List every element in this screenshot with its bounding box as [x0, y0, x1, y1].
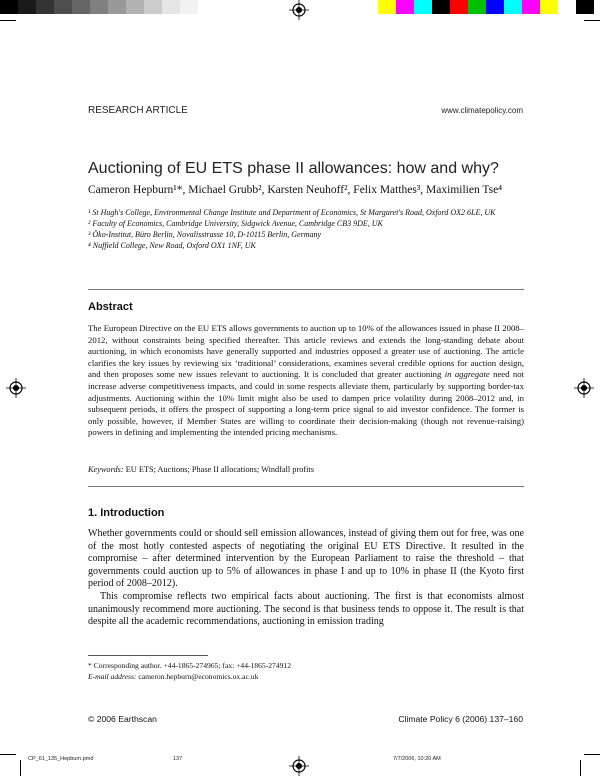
keywords-list: EU ETS; Auctions; Phase II allocations; Windfall profits	[123, 465, 314, 474]
journal-citation: Climate Policy 6 (2006) 137–160	[398, 714, 523, 724]
article-title: Auctioning of EU ETS phase II allowances: how and why?	[88, 160, 499, 177]
author-list: Cameron Hepburn¹*, Michael Grubb², Karsten Neuhoff², Felix Matthes³, Maximilien Tse⁴	[88, 184, 503, 196]
affiliation-3: ³ Öko-Institut, Büro Berlin, Novalisstrasse 10, D-10115 Berlin, Germany	[88, 230, 322, 239]
crop-mark	[580, 760, 581, 776]
color-swatch	[0, 0, 18, 14]
journal-website: www.climatepolicy.com	[441, 106, 523, 115]
color-swatch	[36, 0, 54, 14]
affiliation-2: ² Faculty of Economics, Cambridge University, Sidgwick Avenue, Cambridge CB3 9DE, UK	[88, 219, 383, 228]
color-swatch	[378, 0, 396, 14]
abstract-text-part: The European Directive on the EU ETS allows governments to auction up to 10% of the allowances issued in phase II 2008–2012, without constraints being specified thereafter. This article reviews and extends the long-standing debate about auctioning, in which economists have generally supported and industries opposed a greater use of auctioning. The article clarifies the key issues by reviewing six ‘traditional’ considerations, examines several credible options for auction design, and then proposes some new issues relevant to auctioning. It is concluded that greater auctioning	[88, 323, 524, 380]
crop-mark	[584, 20, 600, 21]
abstract-top-rule	[88, 289, 524, 290]
color-swatch	[396, 0, 414, 14]
color-swatch	[414, 0, 432, 14]
keywords-label: Keywords:	[88, 465, 124, 474]
paragraph: This compromise reflects two empirical facts about auctioning. The first is that economists almost unanimously recommend more auctioning. The second is that business tends to oppose it. The result is that despite all the academic recommendations, auctioning in emission trading	[88, 590, 524, 628]
slug-timestamp: 7/7/2006, 10:20 AM	[393, 756, 441, 762]
email-label: E-mail address:	[88, 672, 137, 681]
color-swatch	[450, 0, 468, 14]
registration-mark-top-icon	[289, 0, 309, 20]
abstract-text-part: need not increase adverse competitiveness impacts, and could in some respects alleviate them, particularly by supporting border-tax adjustments. Auctioning within the 10% limit might also be used to dampen price volatility during 2008–2012 and, in subsequent periods, it offers the prospect of supporting a long-term price signal to aid investor confidence. The former is only possible, however, if Member States are willing to coordinate their decision-making (though not revenue-raising) powers in defining and implementing the intended pricing mechanisms.	[88, 369, 524, 438]
registration-mark-left-icon	[6, 378, 26, 398]
registration-mark-right-icon	[574, 378, 594, 398]
abstract-heading: Abstract	[88, 301, 133, 313]
crop-mark	[20, 760, 21, 776]
color-swatch	[576, 0, 594, 14]
color-swatch	[504, 0, 522, 14]
color-swatch	[432, 0, 450, 14]
color-swatch	[18, 0, 36, 14]
abstract-emphasis: in aggregate	[444, 369, 490, 380]
grayscale-color-bar	[0, 0, 198, 14]
slug-page: 137	[173, 756, 183, 762]
affiliation-1: ¹ St Hugh's College, Environmental Change Institute and Department of Economics, St Margaret's Road, Oxford OX2 6LE, UK	[88, 208, 496, 217]
crop-mark	[0, 20, 16, 21]
crop-mark	[0, 754, 16, 755]
color-swatch	[468, 0, 486, 14]
color-swatch	[522, 0, 540, 14]
color-swatch	[126, 0, 144, 14]
crop-mark	[584, 754, 600, 755]
footnotes	[88, 660, 291, 682]
introduction-body	[88, 528, 524, 629]
color-swatch	[558, 0, 576, 14]
color-swatch	[162, 0, 180, 14]
color-swatch	[54, 0, 72, 14]
slug-filename: CP_61_135_Hepburn.pmd	[28, 756, 94, 762]
color-swatch	[540, 0, 558, 14]
color-swatch	[180, 0, 198, 14]
abstract-bottom-rule	[88, 486, 524, 487]
affiliation-4: ⁴ Nuffield College, New Road, Oxford OX1 1NF, UK	[88, 241, 256, 250]
abstract-text	[88, 323, 524, 439]
color-swatch	[90, 0, 108, 14]
cmyk-color-bar	[378, 0, 594, 14]
color-swatch	[108, 0, 126, 14]
color-swatch	[486, 0, 504, 14]
corresponding-author-note: * Corresponding author. +44-1865-274965; fax: +44-1865-274912	[88, 661, 292, 670]
footnote-rule	[88, 655, 208, 656]
registration-mark-bottom-icon	[289, 756, 309, 776]
affiliations	[88, 207, 524, 251]
email-address: cameron.hepburn@economics.ox.ac.uk	[136, 672, 259, 681]
introduction-heading: 1. Introduction	[88, 507, 165, 519]
color-swatch	[144, 0, 162, 14]
paragraph: Whether governments could or should sell emission allowances, instead of giving them out for free, was one of the most hotly contested aspects of negotiating the original EU ETS Directive. It resulted in the compromise – after determined intervention by the European Parliament to raise the threshold – that governments could auction up to 5% of allowances in phase I and up to 10% in phase II (the Kyoto first period of 2008–2012).	[88, 528, 524, 590]
color-swatch	[72, 0, 90, 14]
keywords	[88, 465, 314, 474]
section-label: RESEARCH ARTICLE	[88, 105, 188, 116]
email-note	[88, 671, 291, 682]
copyright: © 2006 Earthscan	[88, 714, 157, 724]
